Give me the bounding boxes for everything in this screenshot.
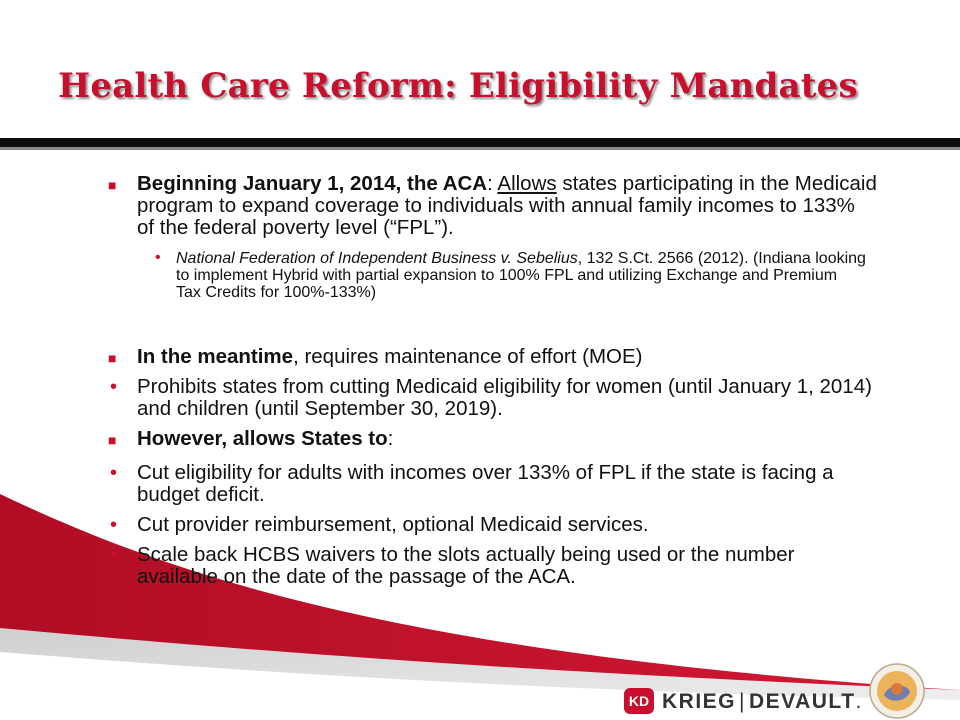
logo-right-word: DEVAULT [748,690,856,713]
square-bullet-icon: ■ [108,177,117,193]
dot-bullet-icon: • [110,462,118,484]
bullet-text: states participating in the Medicaid program to expand coverage to individuals with annual family incomes to 133% of the federal poverty level (“FPL”). [137,172,877,239]
bullet-cut-reimbursement [110,513,877,536]
dot-bullet-icon: • [155,249,161,266]
square-bullet-icon: ■ [108,350,117,366]
case-name: National Federation of Independent Business v. Sebelius [176,250,578,267]
bullet-bold: Beginning January 1, 2014, the ACA [137,172,488,195]
logo-separator: | [739,690,746,713]
bullet-text: Prohibits states from cutting Medicaid eligibility for women (until January 1, 2014) and children (until September 30, 2019). [137,375,872,420]
firm-logo [624,683,863,717]
square-bullet-icon: ■ [108,432,117,448]
sub-bullet-case-citation [155,249,866,301]
bullet-hcbs-waivers [110,543,877,588]
bullet-text: Scale back HCBS waivers to the slots actually being used or the number available on the date of the passage of the ACA. [137,543,795,588]
bullet-aca-expansion [108,172,877,239]
bullet-text: , requires maintenance of effort (MOE) [293,345,643,368]
bullet-colon: : [487,172,498,195]
sub-bullet-text: , 132 S.Ct. 2566 (2012). (Indiana looking to implement Hybrid with partial expansion to 100% FPL and utilizing Exchange and Premium Tax Credits for 100%-133%) [176,250,866,301]
bullet-bold: In the meantime [137,345,294,368]
logo-mark-icon: KD [624,688,654,714]
underlined-text: Allows [497,172,557,195]
logo-left-word: KRIEG [662,690,737,713]
dot-bullet-icon: • [110,544,118,566]
logo-wordmark [662,690,863,714]
bullet-meantime [108,345,877,368]
bullet-text: Cut eligibility for adults with incomes over 133% of FPL if the state is facing a budget deficit. [137,461,834,506]
bullet-bold: However, allows States to [137,427,388,450]
dot-bullet-icon: • [110,376,118,398]
bullet-prohibits [110,375,877,420]
bullet-cut-eligibility [110,461,877,506]
dot-bullet-icon: • [110,514,118,536]
bullet-text: Cut provider reimbursement, optional Medicaid services. [137,513,649,536]
slide-title: Health Care Reform: Eligibility Mandates [58,66,858,106]
seal-icon [866,662,928,720]
bullet-however [108,427,877,450]
bullet-text: : [387,427,394,450]
logo-suffix: . [855,690,863,713]
